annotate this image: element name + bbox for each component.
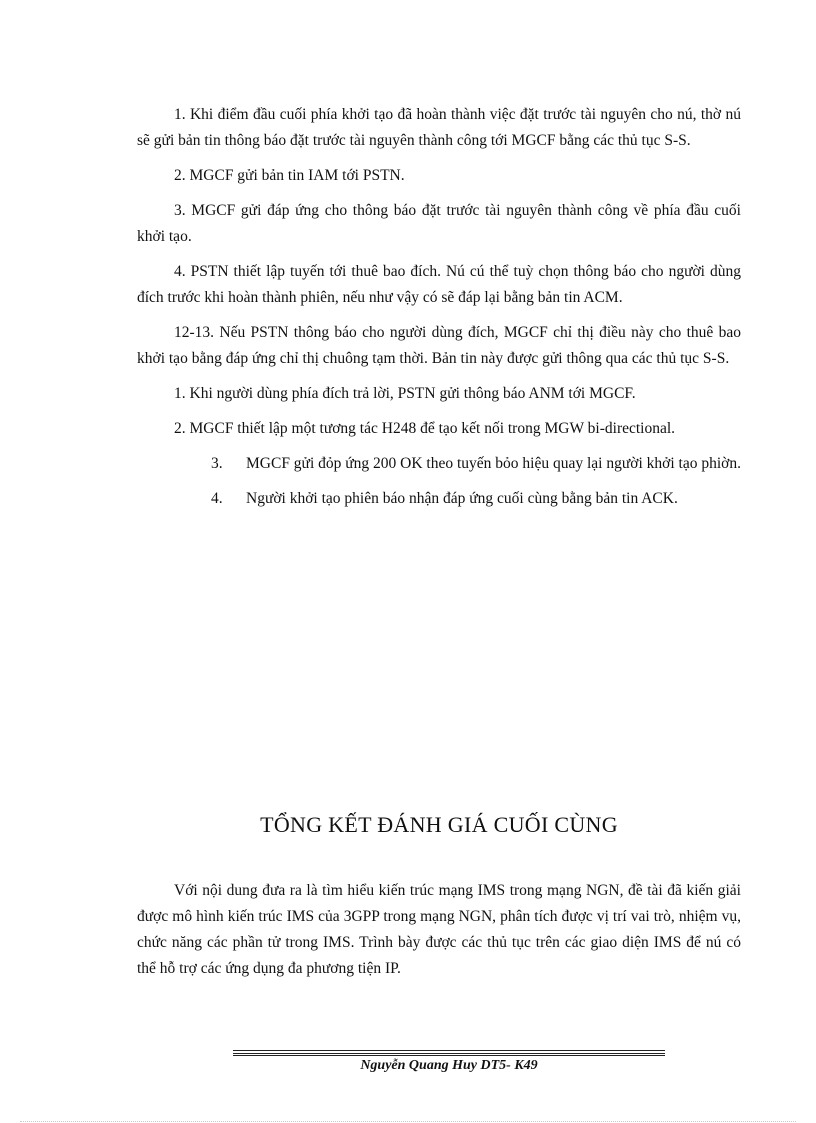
paragraph-answer-1: 1. Khi người dùng phía đích trả lời, PSTN gửi thông báo ANM tới MGCF. (174, 385, 636, 402)
step-text: MGCF gửi đỏp ứng 200 OK theo tuyến bỏo hiệu quay lại người khởi tạo phiờn. (246, 455, 741, 472)
page-bottom-border (20, 1121, 796, 1122)
footer-rule (233, 1055, 665, 1056)
summary-paragraph: Với nội dung đưa ra là tìm hiểu kiến trúc mạng IMS trong mạng NGN, đề tài đã kiến giải được mô hình kiến trúc IMS của 3GPP trong mạng NGN, phân tích được vị trí vai trò, nhiệm vụ, chức năng các phần tử trong IMS. Trình bày được các thủ tục trên các giao diện IMS để nú có thể hỗ trợ các ứng dụng đa phương tiện IP. (137, 882, 741, 977)
paragraph-step-1: 1. Khi điểm đầu cuối phía khởi tạo đã hoàn thành việc đặt trước tài nguyên cho nú, thờ nú sẽ gửi bản tin thông báo đặt trước tài nguyên thành công tới MGCF bằng các thủ tục S-S. (137, 106, 741, 149)
footer-author: Nguyễn Quang Huy DT5- K49 (360, 1058, 538, 1073)
footer-rule (233, 1050, 665, 1051)
procedure-steps (137, 102, 741, 521)
paragraph-step-12-13: 12-13. Nếu PSTN thông báo cho người dùng đích, MGCF chỉ thị điều này cho thuê bao khởi tạo bằng đáp ứng chỉ thị chuông tạm thời. Bản tin này được gửi thông qua các thủ tục S-S. (137, 324, 741, 367)
paragraph-step-3: 3. MGCF gửi đáp ứng cho thông báo đặt trước tài nguyên thành công về phía đầu cuối khởi tạo. (137, 202, 741, 245)
paragraph-step-2: 2. MGCF gửi bản tin IAM tới PSTN. (174, 167, 405, 184)
step-number: 4. (211, 490, 223, 507)
section-title: TỔNG KẾT ĐÁNH GIÁ CUỐI CÙNG (260, 812, 618, 837)
step-text: Người khởi tạo phiên báo nhận đáp ứng cuối cùng bằng bản tin ACK. (246, 490, 678, 507)
paragraph-answer-3 (137, 451, 741, 477)
paragraph-answer-2: 2. MGCF thiết lập một tương tác H248 để tạo kết nối trong MGW bi-directional. (174, 420, 676, 437)
paragraph-step-4: 4. PSTN thiết lập tuyến tới thuê bao đích. Nú cú thể tuỳ chọn thông báo cho người dùng đích trước khi hoàn thành phiên, nếu như vậy có sẽ đáp lại bằng bản tin ACM. (137, 263, 741, 306)
footer-rule (233, 1053, 665, 1054)
step-number: 3. (211, 455, 223, 472)
paragraph-answer-4 (137, 486, 741, 512)
summary-block (137, 878, 741, 991)
